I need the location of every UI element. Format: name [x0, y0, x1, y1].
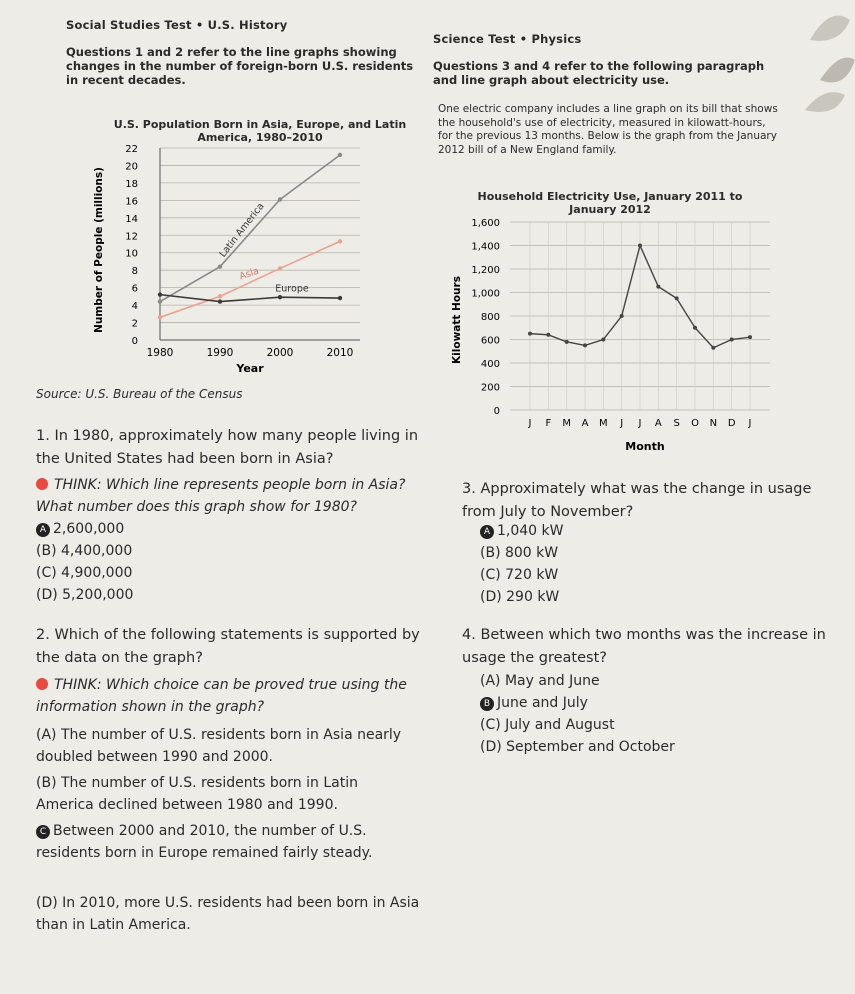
electricity-data-point [675, 296, 679, 300]
population-y-tick-label: 6 [131, 283, 138, 295]
electricity-data-point [656, 285, 660, 289]
left-intro: Questions 1 and 2 refer to the line graphs showing changes in the number of foreign-born U.S. residents in recent decades. [66, 45, 414, 87]
question-1-text: 1. In 1980, approximately how many people living in the United States had been born in Asia? [36, 428, 419, 467]
question-3-text: 3. Approximately what was the change in usage from July to November? [462, 481, 812, 520]
electricity-y-tick-label: 800 [480, 312, 500, 323]
electricity-data-point [601, 338, 605, 342]
population-y-tick-label: 10 [125, 248, 138, 260]
electricity-x-tick-label: O [691, 418, 699, 429]
question-2-think: THINK: Which choice can be proved true using the information shown in the graph? [36, 677, 407, 715]
electricity-data-point [711, 346, 715, 350]
population-y-tick-label: 2 [131, 318, 138, 330]
electricity-data-point [730, 338, 734, 342]
population-data-point [158, 292, 162, 296]
population-y-tick-label: 12 [125, 231, 138, 243]
left-test-header: Social Studies Test • U.S. History [66, 18, 288, 32]
q2-choice-d[interactable]: (D) In 2010, more U.S. residents had been born in Asia than in Latin America. [36, 895, 420, 933]
population-data-point [218, 264, 222, 268]
q2-choice-c[interactable]: C Between 2000 and 2010, the number of U.S. residents born in Europe remained fairly steady. [36, 823, 373, 861]
population-y-tick-label: 16 [125, 196, 138, 208]
population-data-point [338, 153, 342, 157]
population-series-label: Europe [275, 283, 309, 295]
right-test-header: Science Test • Physics [433, 32, 582, 46]
population-data-point [278, 295, 282, 299]
q3-choice-a[interactable]: A 1,040 kW [480, 520, 563, 542]
q1-choice-a[interactable]: A 2,600,000 [36, 518, 124, 540]
population-chart-title: U.S. Population Born in Asia, Europe, and Latin America, 1980–2010 [113, 118, 407, 144]
q1-choice-b[interactable]: (B) 4,400,000 [36, 543, 133, 559]
population-series-line [160, 295, 340, 302]
population-data-point [278, 266, 282, 270]
electricity-y-tick-label: 1,600 [471, 218, 500, 229]
population-data-point [338, 296, 342, 300]
population-y-axis-label: Number of People (millions) [93, 167, 105, 333]
electricity-x-tick-label: S [673, 418, 680, 429]
right-paragraph: One electric company includes a line graph on its bill that shows the household's use of electricity, measured in kilowatt-hours, for the previous 13 months. Below is the graph from the January 2012 bill of a New England family. [438, 103, 778, 156]
population-y-tick-label: 22 [125, 144, 138, 155]
question-1-think: THINK: Which line represents people born in Asia? What number does this graph show for 1980? [36, 477, 406, 515]
population-y-tick-label: 0 [131, 336, 138, 347]
electricity-x-tick-label: J [528, 418, 532, 429]
electricity-y-tick-label: 1,000 [471, 288, 500, 300]
electricity-y-tick-label: 200 [480, 382, 500, 394]
selected-answer-icon: A [36, 523, 50, 537]
q3-choice-c[interactable]: (C) 720 kW [480, 567, 559, 583]
electricity-x-tick-label: N [709, 418, 718, 429]
electricity-y-tick-label: 1,400 [471, 241, 500, 253]
q2-choice-a[interactable]: (A) The number of U.S. residents born in Asia nearly doubled between 1990 and 2000. [36, 727, 402, 765]
electricity-x-tick-label: A [581, 418, 589, 429]
population-y-tick-label: 14 [125, 213, 138, 225]
population-y-tick-label: 18 [125, 178, 138, 190]
think-bullet-icon [36, 478, 48, 490]
population-series-label: Latin America [217, 200, 267, 260]
electricity-data-point [528, 332, 532, 336]
question-4-text: 4. Between which two months was the increase in usage the greatest? [462, 627, 826, 666]
electricity-y-tick-label: 600 [480, 335, 500, 347]
q1-choice-c[interactable]: (C) 4,900,000 [36, 565, 133, 581]
population-data-point [338, 239, 342, 243]
population-y-tick-label: 20 [125, 161, 138, 173]
electricity-x-tick-label: J [748, 418, 752, 429]
population-data-point [218, 299, 222, 303]
population-data-point [158, 315, 162, 319]
population-x-tick-label: 1980 [146, 347, 174, 359]
q1-choice-d[interactable]: (D) 5,200,000 [36, 587, 134, 603]
selected-answer-icon: B [480, 697, 494, 711]
electricity-x-tick-label: F [545, 418, 552, 429]
chart-source: Source: U.S. Bureau of the Census [36, 387, 243, 401]
selected-answer-icon: A [480, 525, 494, 539]
electricity-x-axis-label: Month [625, 440, 665, 453]
electricity-chart [440, 210, 780, 455]
q3-choice-d[interactable]: (D) 290 kW [480, 589, 560, 605]
electricity-x-tick-label: M [599, 418, 608, 429]
electricity-y-tick-label: 0 [493, 406, 500, 417]
q4-choice-b[interactable]: B June and July [480, 692, 588, 714]
question-2-text: 2. Which of the following statements is supported by the data on the graph? [36, 627, 420, 666]
population-x-axis-label: Year [236, 362, 264, 375]
electricity-data-point [583, 343, 587, 347]
decorative-leaves-icon [800, 0, 855, 120]
population-series-label: Asia [238, 265, 261, 283]
population-x-tick-label: 2010 [326, 347, 354, 359]
population-data-point [218, 294, 222, 298]
q3-choice-b[interactable]: (B) 800 kW [480, 545, 559, 561]
electricity-y-axis-label: Kilowatt Hours [451, 276, 463, 364]
population-data-point [158, 299, 162, 303]
population-x-tick-label: 1990 [206, 347, 234, 359]
electricity-x-tick-label: J [638, 418, 642, 429]
population-y-tick-label: 4 [131, 301, 138, 313]
population-chart [60, 140, 380, 380]
electricity-x-tick-label: J [620, 418, 624, 429]
population-y-tick-label: 8 [131, 266, 138, 278]
electricity-data-point [638, 244, 642, 248]
electricity-x-tick-label: M [562, 418, 571, 429]
electricity-data-point [620, 314, 624, 318]
electricity-data-point [748, 335, 752, 339]
q4-choice-d[interactable]: (D) September and October [480, 739, 675, 755]
population-x-tick-label: 2000 [266, 347, 294, 359]
electricity-y-tick-label: 1,200 [471, 265, 500, 276]
electricity-data-point [565, 340, 569, 344]
right-intro: Questions 3 and 4 refer to the following paragraph and line graph about electricity use. [433, 59, 765, 87]
selected-answer-icon: C [36, 825, 50, 839]
electricity-chart-title: Household Electricity Use, January 2011 to January 2012 [477, 190, 743, 216]
electricity-data-point [546, 333, 550, 337]
electricity-y-tick-label: 400 [480, 359, 500, 370]
q2-choice-b[interactable]: (B) The number of U.S. residents born in Latin America declined between 1980 and 1990. [36, 775, 358, 813]
q4-choice-a[interactable]: (A) May and June [480, 673, 600, 689]
think-bullet-icon [36, 678, 48, 690]
electricity-x-tick-label: D [727, 418, 736, 429]
electricity-x-tick-label: A [654, 418, 662, 429]
q4-choice-c[interactable]: (C) July and August [480, 717, 615, 733]
electricity-data-point [693, 326, 697, 330]
population-data-point [278, 197, 282, 201]
